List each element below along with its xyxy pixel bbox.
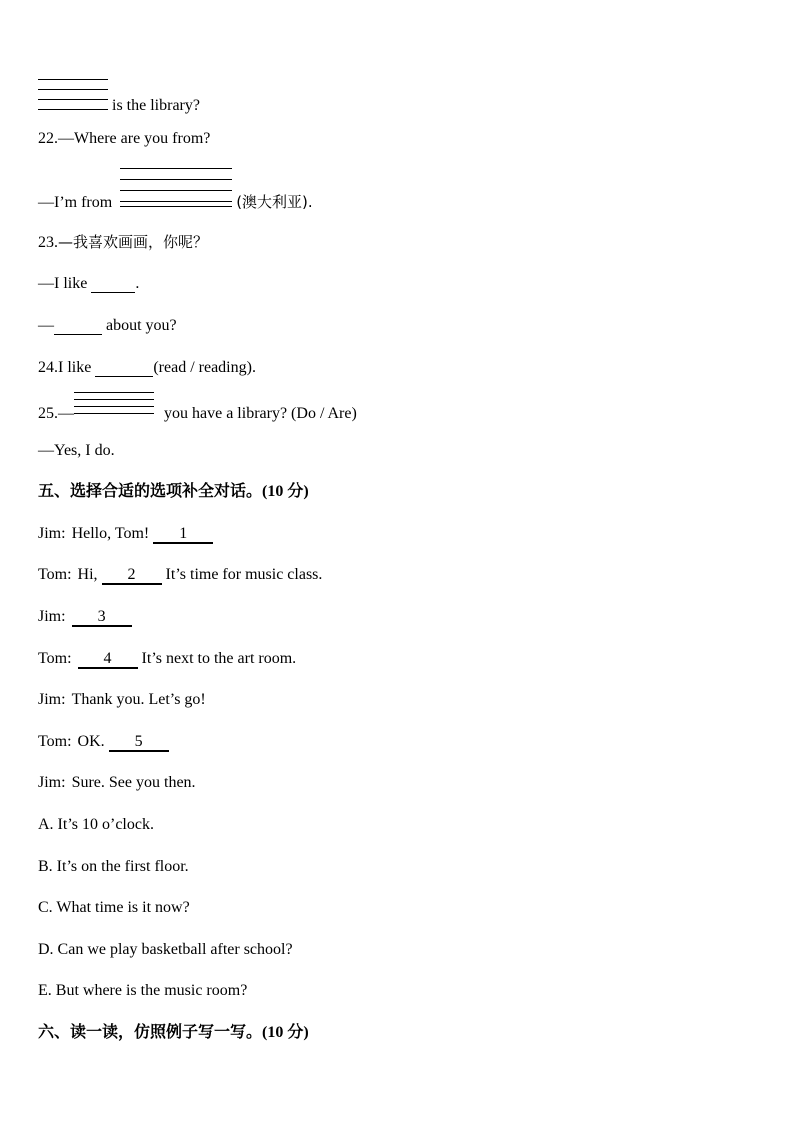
q25-answer-blank[interactable] <box>74 404 154 418</box>
q24-line <box>38 358 256 378</box>
dialogue-text: Hi, <box>77 566 98 583</box>
speaker-label: Jim: <box>38 608 66 625</box>
dialogue-line <box>38 732 173 752</box>
dialogue-line <box>38 690 206 710</box>
q23-prompt-line <box>38 232 208 253</box>
dialogue-blank[interactable]: 2 <box>102 567 162 585</box>
dialogue-blank[interactable]: 5 <box>109 734 169 752</box>
q25-dash: — <box>58 405 74 422</box>
q23-line1-suffix: . <box>135 275 140 292</box>
q23-prompt: —我喜欢画画，你呢？ <box>58 233 209 251</box>
dialogue-line <box>38 649 296 669</box>
dialogue-text: OK. <box>77 733 105 750</box>
q21-answer-blank[interactable] <box>38 96 108 110</box>
q23-blank-1[interactable] <box>91 276 135 293</box>
dialogue-text: It’s next to the art room. <box>141 650 297 667</box>
q22-question-line <box>38 129 210 149</box>
option-item: A. It’s 10 o’clock. <box>38 816 154 833</box>
option-item: D. Can we play basketball after school? <box>38 941 293 958</box>
q24-suffix: (read / reading). <box>153 359 256 376</box>
q22-number: 22. <box>38 130 58 147</box>
section6-title: 六、读一读，仿照例子写一写。 <box>38 1022 263 1041</box>
q21-line <box>38 96 200 116</box>
speaker-label: Jim: <box>38 691 66 708</box>
dialogue-text: Sure. See you then. <box>71 774 196 791</box>
q24-number: 24. <box>38 359 58 376</box>
q22-answer-prefix: —I’m from <box>38 194 113 211</box>
q24-blank[interactable] <box>95 360 153 377</box>
section5-heading <box>38 481 309 502</box>
option-item: B. It’s on the first floor. <box>38 858 189 875</box>
q23-blank-2[interactable] <box>54 318 102 335</box>
dialogue-blank[interactable]: 4 <box>78 651 138 669</box>
speaker-label: Tom: <box>38 650 72 667</box>
dialogue-blank[interactable]: 3 <box>72 609 132 627</box>
section5-score: (10 分) <box>262 483 309 500</box>
q24-prefix: I like <box>58 359 92 376</box>
section5-title: 五、选择合适的选项补全对话。 <box>38 481 263 500</box>
q25-line <box>38 404 357 424</box>
q25-answer: —Yes, I do. <box>38 442 115 459</box>
q23-line1-prefix: —I like <box>38 275 88 292</box>
q22-hint: (澳大利亚). <box>236 193 313 211</box>
q23-line2-prefix: — <box>38 317 54 334</box>
dialogue-text: It’s time for music class. <box>165 566 323 583</box>
option-item: E. But where is the music room? <box>38 982 248 999</box>
dialogue-text: Hello, Tom! <box>71 525 150 542</box>
q21-tail: is the library? <box>112 97 200 114</box>
dialogue-line <box>38 773 196 793</box>
speaker-label: Jim: <box>38 525 66 542</box>
section6-heading <box>38 1022 309 1043</box>
q22-question: —Where are you from? <box>58 130 211 147</box>
dialogue-line <box>38 524 217 544</box>
dialogue-line <box>38 607 136 627</box>
dialogue-text: Thank you. Let’s go! <box>71 691 206 708</box>
speaker-label: Tom: <box>38 733 72 750</box>
speaker-label: Tom: <box>38 566 72 583</box>
q23-line2 <box>38 316 177 336</box>
q25-number: 25. <box>38 405 58 422</box>
q23-line1 <box>38 274 139 294</box>
option-item: C. What time is it now? <box>38 899 190 916</box>
q25-suffix: you have a library? (Do / Are) <box>164 405 357 422</box>
speaker-label: Jim: <box>38 774 66 791</box>
dialogue-blank[interactable]: 1 <box>153 526 213 544</box>
q22-answer-line <box>38 192 313 213</box>
section6-score: (10 分) <box>262 1024 309 1041</box>
dialogue-line <box>38 565 322 585</box>
q22-answer-blank[interactable] <box>120 193 232 207</box>
q23-line2-suffix: about you? <box>106 317 177 334</box>
q23-number: 23. <box>38 234 58 251</box>
